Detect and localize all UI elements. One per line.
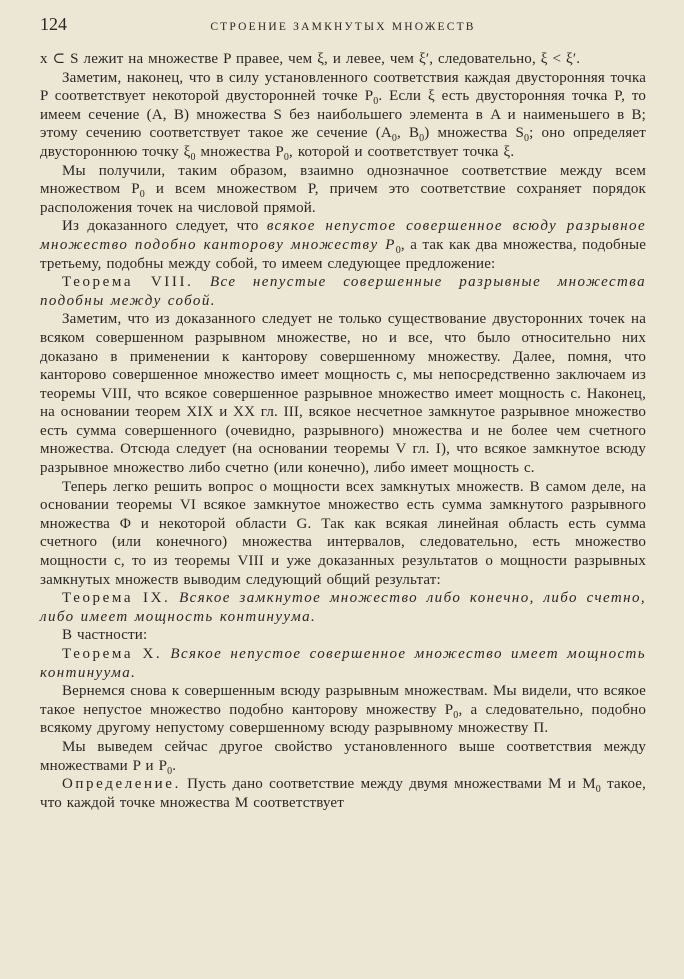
theorem-viii-statement: Все непустые совершенные разрывные множества подобны между собой. bbox=[40, 274, 646, 309]
page-header bbox=[40, 14, 646, 44]
paragraph-new-property: Мы выведем сейчас другое свойство установленного выше соответствия между множествами P и $P_0$. bbox=[40, 738, 646, 777]
theorem-x-label: Теорема X. bbox=[62, 646, 163, 662]
definition: Определение. Пусть дано соответствие между двумя множествами M и $M_0$ такое, что каждой точке множества M соответствует bbox=[40, 776, 646, 811]
paragraph-continuation: x ⊂ S лежит на множестве P правее, чем ξ, и левее, чем ξ′, следовательно, ξ < ξ′. bbox=[40, 51, 581, 67]
page-number: 124 bbox=[40, 14, 67, 34]
paragraph-bijection: Мы получили, таким образом, взаимно однозначное соответствие между всем множеством $P_0$ и всем множеством P, причем это соответствие сохраняет порядок расположения точек на числовой прямой. bbox=[40, 162, 646, 216]
paragraph-two-sided-points: Заметим, наконец, что в силу установленного соответствия каждая двусторонняя точка P соответствует некоторой двусторонней точке $P_0$. Если ξ есть двусторонняя точка P, то имеем сечение (A, B) множества S без наибольшего элемента в A и наименьшего в B; этому сечению соответствует такое же сечение ($A_0$, $B_0$) множества $S_0$; оно определяет двустороннюю точку $\xi_0$ множества $P_0$, которой и соответствует точка ξ. bbox=[40, 69, 647, 163]
theorem-viii bbox=[40, 273, 646, 310]
theorem-x-statement: Всякое непустое совершенное множество имеет мощность континуума. bbox=[40, 646, 646, 681]
theorem-x bbox=[40, 645, 646, 682]
running-title: СТРОЕНИЕ ЗАМКНУТЫХ МНОЖЕСТВ bbox=[210, 21, 476, 33]
body-text bbox=[40, 50, 646, 812]
theorem-ix-label: Теорема IX. bbox=[62, 590, 171, 607]
paragraph-return: Вернемся снова к совершенным всюду разрывным множествам. Мы видели, что всякое такое непустое множество подобно канторову множеству $P_0$, а следовательно, подобно всякому другому непустому совершенному всюду разрывному множеству Π. bbox=[40, 683, 646, 737]
definition-label: Определение. bbox=[62, 776, 181, 793]
theorem-viii-label: Теорема VIII. bbox=[62, 274, 194, 291]
paragraph-in-particular: В частности: bbox=[62, 627, 148, 644]
paragraph-closed-sets: Теперь легко решить вопрос о мощности всех замкнутых множеств. В самом деле, на основании теоремы VI всякое замкнутое множество есть сумма замкнутого разрывного множества Φ и некоторой области G. Так как всякая линейная область есть сумма счетного (или конечного) множества интервалов, следовательно, есть множество мощности c, то из теоремы VIII и уже доказанных результатов о мощности разрывных замкнутых множеств выводим следующий общий результат: bbox=[40, 478, 646, 588]
theorem-ix bbox=[40, 589, 646, 626]
paragraph-cardinality: Заметим, что из доказанного следует не только существование двусторонних точек на всяком совершенном разрывном множестве, но и все, что было относительно них доказано в применении к канторову совершенному множеству. Далее, помня, что канторово совершенное множество имеет мощность c, мы непосредственно заключаем из теоремы VIII, что всякое совершенное разрывное множество имеет мощность c. Наконец, на основании теорем XIX и XX гл. III, всякое несчетное замкнутое разрывное множество есть сумма совершенного (очевидно, разрывного) множества и не более чем счетного множества. Отсюда следует (на основании теоремы V гл. I), что всякое замкнутое всюду разрывное множество либо счетно (или конечно), либо имеет мощность c. bbox=[40, 311, 646, 477]
paragraph-similarity: Из доказанного следует, что всякое непустое совершенное всюду разрывное множество подобно канторову множеству $P_0$, а так как два множества, подобные третьему, подобны между собой, то имеем следующее предложение: bbox=[40, 218, 646, 272]
theorem-ix-statement: Всякое замкнутое множество либо конечно, либо счетно, либо имеет мощность континуума. bbox=[40, 590, 646, 625]
